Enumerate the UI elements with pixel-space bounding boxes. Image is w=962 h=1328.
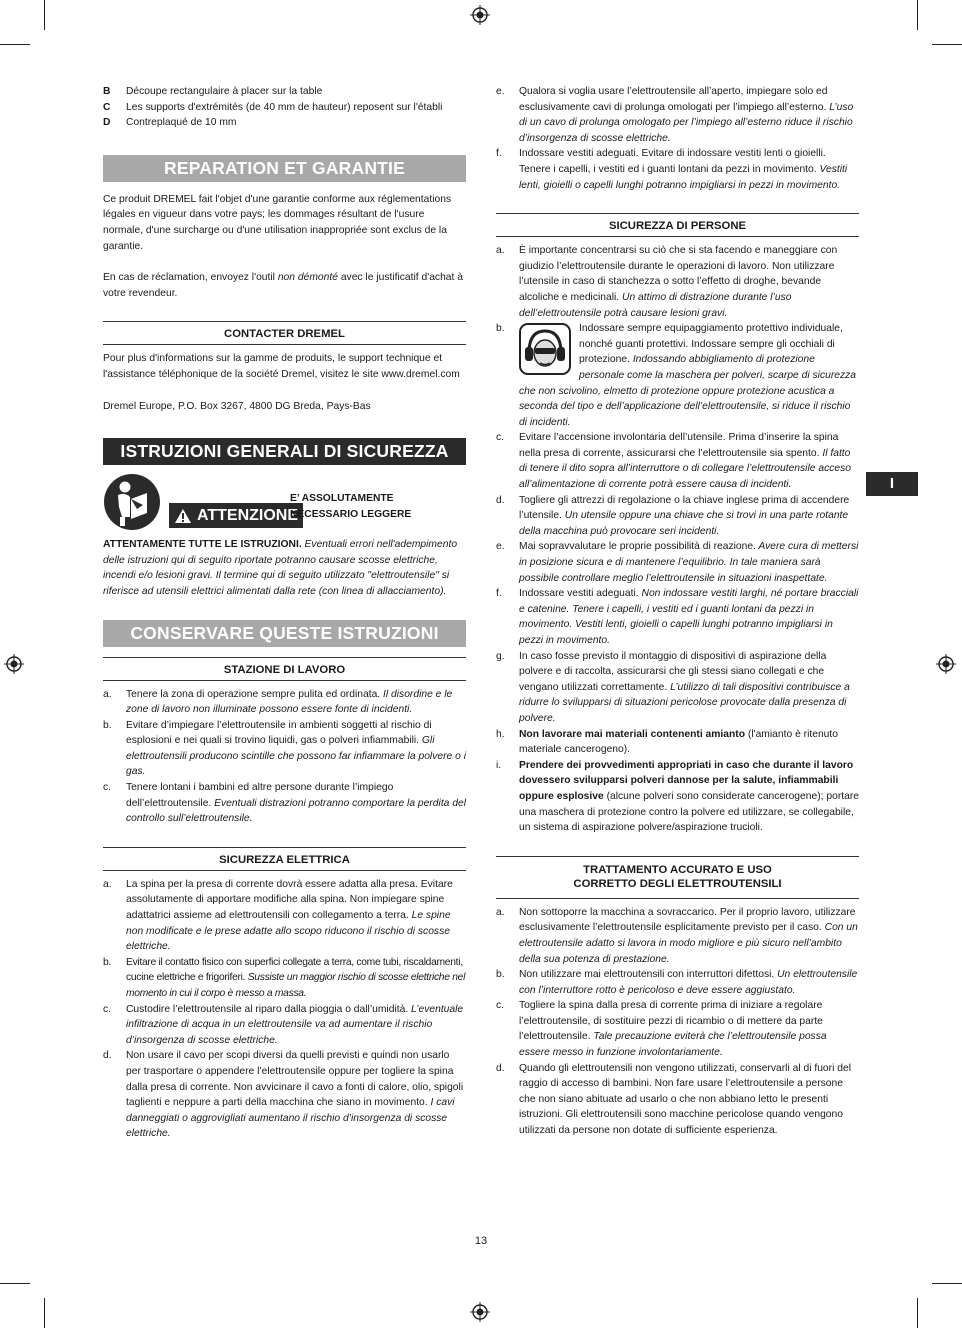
legend-list	[103, 84, 466, 131]
item-marker: c.	[103, 782, 112, 794]
item-marker: c.	[496, 432, 505, 444]
text-span: L’eventuale infiltrazione di acqua in un elettroutensile va ad aumentare il rischio d’insorgenza di scosse elettriche.	[126, 1003, 464, 1046]
subsection-title-trattamento	[496, 856, 859, 894]
crop-mark	[44, 0, 45, 30]
list-item	[103, 780, 466, 827]
item-marker: b.	[103, 956, 111, 968]
text-span: Tale precauzione eviterà che l’elettroutensile possa essere messo in funzione involontariamente.	[519, 1031, 827, 1059]
warning-headline	[290, 491, 411, 522]
crop-mark	[932, 44, 962, 45]
text-span: Indossare sempre equipaggiamento protettivo individuale, nonché guanti protettivi. Indossare sempre gli occhiali di protezione.	[579, 323, 843, 366]
contact-address: Dremel Europe, P.O. Box 3267, 4800 DG Breda, Pays-Bas	[103, 400, 371, 412]
item-text	[519, 586, 859, 648]
registration-mark-icon	[936, 654, 956, 674]
text-span: (alcune polveri sono considerate cancerogene); portare una maschera di protezione contro la polvere ed utilizzare, se collegabile, un sistema di aspirazione polvere/aspirazione trucioli.	[519, 790, 859, 834]
text-span: Indossando abbigliamento di protezione personale come la maschera per polveri, scarpe di sicurezza che non scivolino, elmetto di protezione oppure protezione acustica a seconda del tipo e dell’applicazione dell’elettroutensile, si riduce il rischio di incidenti.	[519, 354, 857, 428]
item-marker: f.	[496, 588, 502, 600]
text-span: Togliere gli attrezzi di regolazione o la chiave inglese prima di accendere l’utensile.	[519, 494, 850, 522]
item-marker: e.	[496, 541, 505, 553]
list-item	[496, 1061, 859, 1139]
text-span: Gli elettroutensili producono scintille che possono far infiammare la polvere o i gas.	[126, 735, 466, 778]
item-text	[519, 84, 859, 146]
list-item	[496, 321, 859, 430]
item-marker: h.	[496, 728, 505, 740]
subsection-title-line: TRATTAMENTO ACCURATO E USO	[583, 863, 772, 876]
elettrica-list	[103, 877, 466, 1142]
reparation-claim-paragraph	[103, 270, 466, 301]
text-span: Evitare d’impiegare l’elettroutensile in ambienti soggetti al rischio di esplosioni e nei quali si trovino liquidi, gas o polveri infiammabili.	[126, 719, 432, 747]
item-text	[126, 780, 466, 827]
text-span: Indossare vestiti adeguati. Evitare di indossare vestiti lenti o gioielli. Tenere i capelli, i vestiti ed i guanti lontani da pezzi in movimento.	[519, 148, 826, 175]
warning-headline-line: E’ ASSOLUTAMENTE	[290, 493, 394, 505]
text-span: La spina per la presa di corrente dovrà essere adatta alla presa. Evitare assolutamente di apportare modifiche alla spina. Non impiegare spine adattatrici assieme ad elettroutensili con collegamento a terra.	[126, 878, 453, 922]
list-item	[496, 539, 859, 586]
registration-mark-icon	[4, 654, 24, 674]
trattamento-list	[496, 905, 859, 1139]
item-marker: d.	[496, 1062, 505, 1074]
text-span: Il disordine e le zone di lavoro non illuminate possono essere fonte di incidenti.	[126, 688, 453, 716]
section-title-reparation: REPARATION ET GARANTIE	[103, 155, 466, 182]
item-text	[126, 687, 466, 718]
elettrica-list-continued	[496, 84, 859, 193]
text-span: È importante concentrarsi su ciò che si sta facendo e maneggiare con giudizio l’elettroutensile durante le operazioni di lavoro. Non utilizzare l’utensile in caso di stanchezza o sotto l’effetto di droghe, bevande alcoliche e medicinali.	[519, 245, 838, 303]
subsection-title-persone: SICUREZZA DI PERSONE	[496, 213, 859, 237]
text-span: Togliere la spina dalla presa di corrente prima di iniziare a regolare l’elettroutensile, di sostituire pezzi di ricambio o di mettere da parte l’elettroutensile.	[519, 1000, 823, 1043]
list-item	[496, 727, 859, 758]
text-span: avec le justificatif d'achat à votre revendeur.	[103, 272, 463, 299]
item-text	[519, 321, 859, 430]
text-span: Evitare il contatto fisico con superfici collegate a terra, come tubi, riscaldamenti, cucine elettriche e frigoriferi.	[126, 956, 463, 984]
text-span: Eventuali distrazioni potranno comportare la perdita del controllo sull’elettroutensile.	[126, 797, 467, 825]
list-item	[103, 1002, 466, 1049]
legend-key: D	[103, 117, 111, 129]
item-text	[519, 1061, 859, 1139]
text-span: Le spine non modificate e le prese adatte allo scopo riducono il rischio di scosse elettriche.	[126, 910, 451, 953]
text-span: Con un elettroutensile adatto si lavora in modo migliore e più sicuro nell’ambito della sua potenza di prestazione.	[519, 922, 858, 965]
text-span: Evitare l’accensione involontaria dell’utensile. Prima d’inserire la spina nella presa di corrente, assicurarsi che l’elettroutensile sia spento.	[519, 432, 839, 459]
right-column	[496, 84, 859, 1139]
list-item	[496, 998, 859, 1060]
text-span: non démonté	[277, 272, 338, 284]
section-title-istruzioni: ISTRUZIONI GENERALI DI SICUREZZA	[103, 438, 466, 465]
language-tab: I	[866, 472, 918, 496]
text-span: Non usare il cavo per scopi diversi da quelli previsti e quindi non usarlo per trasportare o appendere l’elettroutensile oppure per togliere la spina dalla presa di corrente. Non avvicinare il cavo a fonti di calore, olio, spigoli taglienti e neppure a parti della macchina che siano in movimento.	[126, 1050, 464, 1109]
text-span: ATTENTAMENTE TUTTE LE ISTRUZIONI.	[103, 539, 302, 551]
eye-ear-protection-icon	[519, 323, 571, 375]
warning-block	[103, 473, 466, 537]
item-text	[519, 430, 859, 492]
list-item	[103, 877, 466, 955]
list-item	[496, 146, 859, 193]
item-marker: i.	[496, 759, 502, 771]
item-text	[126, 1002, 466, 1049]
item-marker: c.	[103, 1003, 112, 1015]
crop-mark	[917, 1298, 918, 1328]
persone-list	[496, 243, 859, 836]
subsection-title-contact: CONTACTER DREMEL	[103, 321, 466, 345]
list-item	[103, 687, 466, 718]
item-text	[519, 758, 859, 836]
subsection-title-elettrica: SICUREZZA ELETTRICA	[103, 847, 466, 871]
list-item	[103, 1048, 466, 1142]
item-marker: b.	[103, 719, 112, 731]
item-marker: c.	[496, 1000, 505, 1012]
legend-text: Découpe rectangulaire à placer sur la table	[126, 86, 323, 97]
text-span: I cavi danneggiati o aggrovigliati aumentano il rischio d’insorgenza di scosse elettriche.	[126, 1097, 455, 1140]
text-span: Custodire l’elettroutensile al riparo dalla pioggia o dall’umidità.	[126, 1003, 409, 1015]
item-text	[519, 727, 859, 758]
crop-mark	[917, 0, 918, 30]
item-text	[126, 877, 466, 955]
warning-icon	[174, 508, 192, 524]
text-span: Tenere la zona di operazione sempre pulita ed ordinata.	[126, 688, 381, 700]
text-span: Non utilizzare mai elettroutensili con interruttori difettosi.	[519, 969, 775, 981]
item-text	[126, 955, 466, 1002]
text-span: Un attimo di distrazione durante l’uso dell’elettroutensile potrà causare lesioni gravi.	[519, 291, 792, 319]
read-manual-icon	[103, 473, 161, 531]
text-span: Indossare vestiti adeguati.	[519, 588, 639, 600]
text-span: Avere cura di mettersi in posizione sicura e di mantenere l’equilibrio. In tale maniera sarà possibile controllare meglio l’elettroutensile in situazioni inaspettate.	[519, 541, 859, 584]
text-span: Mai sopravvalutare le proprie possibilità di reazione.	[519, 541, 756, 553]
list-item	[103, 718, 466, 780]
text-span: Il fatto di tenere il dito sopra all’interruttore o di collegare l’elettroutensile acceso all’alimentazione di corrente potrà essere causa di incidenti.	[519, 447, 851, 491]
item-text	[126, 718, 466, 780]
text-span: Eventuali errori nell'adempimento delle istruzioni qui di seguito riportate potranno causare scosse elettriche, incendi e/o lesioni gravi. Il termine qui di seguito utilizzato "elettroutensile" si riferisce ad utensili elettrici alimentati dalla rete (con linea di allacciamento).	[103, 539, 458, 597]
text-span: Non lavorare mai materiali contenenti amianto	[519, 728, 746, 740]
list-item	[103, 955, 466, 1002]
text-span: Un elettroutensile con l’interruttore rotto è pericoloso e deve essere aggiustato.	[519, 969, 858, 996]
item-marker: b.	[496, 323, 505, 335]
text-span: Qualora si voglia usare l’elettroutensile all’aperto, impiegare solo ed esclusivamente cavi di prolunga omologati per l’impiego all’esterno.	[519, 86, 828, 113]
legend-key: C	[103, 101, 111, 113]
text-span: Prendere dei provvedimenti appropriati in caso che durante il lavoro dovessero svilupparsi polveri dannose per la salute, infiammabili oppure esplosive	[519, 759, 854, 802]
attention-badge	[169, 503, 303, 528]
subsection-title-stazione: STAZIONE DI LAVORO	[103, 657, 466, 681]
list-item	[496, 967, 859, 998]
item-text	[519, 539, 859, 586]
legend-item	[103, 100, 466, 116]
text-span: L’utilizzo di tali dispositivi contribuisce a ridurre lo svilupparsi di situazioni pericolose provocate dalla presenza di polvere.	[519, 681, 850, 724]
item-marker: b.	[496, 969, 505, 981]
item-text	[519, 649, 859, 727]
item-text	[519, 998, 859, 1060]
text-span: Sussiste un maggior rischio di scosse elettriche nel momento in cui il corpo è messo a massa.	[126, 972, 466, 999]
text-span: Vestiti lenti, gioielli o capelli lunghi potranno impigliarsi in pezzi in movimento.	[519, 163, 848, 191]
crop-mark	[0, 1283, 30, 1284]
item-marker: g.	[496, 650, 505, 662]
section-title-conservare: CONSERVARE QUESTE ISTRUZIONI	[103, 620, 466, 647]
warning-paragraph	[103, 537, 466, 599]
item-marker: e.	[496, 86, 505, 97]
page-number: 13	[474, 1235, 488, 1247]
item-marker: a.	[496, 245, 505, 257]
text-span: Non indossare vestiti larghi, né portare bracciali e catenine. Tenere i capelli, i vestiti ed i guanti lontani da pezzi in movimento. Vestiti lenti, gioielli o capelli lunghi potranno impigliarsi in pezzi in movimento.	[519, 588, 859, 646]
item-marker: a.	[103, 688, 112, 700]
text-span: Non sottoporre la macchina a sovraccarico. Per il proprio lavoro, utilizzare esclusivamente l’elettroutensile esplicitamente previsto per il caso.	[519, 906, 856, 934]
legend-text: Les supports d'extrémités (de 40 mm de hauteur) reposent sur l'établi	[126, 101, 443, 113]
list-item	[496, 758, 859, 836]
text-span: En cas de réclamation, envoyez l'outil	[103, 272, 278, 284]
item-text	[519, 243, 859, 321]
registration-mark-icon	[470, 1302, 490, 1322]
contact-paragraph: Pour plus d'informations sur la gamme de produits, le support technique et l'assistance téléphonique de la société Dremel, visitez le site www.dremel.com	[103, 353, 460, 380]
list-item	[496, 493, 859, 540]
text-span: (l'amianto è ritenuto materiale cancerogeno).	[519, 728, 838, 756]
item-text	[519, 146, 859, 193]
list-item	[496, 243, 859, 321]
text-span: L’uso di un cavo di prolunga omologato per l’impiego all’esterno riduce il rischio d’insorgenza di scosse elettriche.	[519, 101, 854, 144]
crop-mark	[0, 44, 30, 45]
divider	[496, 898, 859, 899]
list-item	[496, 905, 859, 967]
subsection-title-line: CORRETTO DEGLI ELETTROUTENSILI	[573, 877, 782, 890]
reparation-paragraph: Ce produit DREMEL fait l'objet d'une garantie conforme aux réglementations légales en vigueur dans votre pays; les dommages résultant de l'usure normale, d'une surcharge ou d'une utilisation inappropriée sont exclus de la garantie.	[103, 193, 452, 252]
item-marker: d.	[103, 1050, 112, 1062]
text-span: Quando gli elettroutensili non vengono utilizzati, conservarli al di fuori del raggio di accesso di bambini. Non fare usare l’elettroutensile a persone che non siano abituate ad usarlo o che non abbiano letto le presenti istruzioni. Gli elettroutensili sono macchine pericolose quando vengono utilizzati da persone non dotate di sufficiente esperienza.	[519, 1062, 851, 1137]
list-item	[496, 649, 859, 727]
text-span: In caso fosse previsto il montaggio di dispositivi di aspirazione della polvere e di raccolta, assicurarsi che gli stessi siano collegati e che vengano utilizzati correttamente.	[519, 650, 827, 693]
legend-item	[103, 115, 466, 131]
text-span: Tenere lontani i bambini ed altre persone durante l’impiego dell’elettroutensile.	[126, 782, 394, 809]
item-text	[126, 1048, 466, 1142]
warning-headline-line: NECESSARIO LEGGERE	[290, 508, 412, 520]
item-text	[519, 967, 859, 998]
legend-key: B	[103, 86, 111, 97]
legend-text: Contreplaqué de 10 mm	[126, 117, 237, 129]
item-marker: a.	[496, 906, 505, 918]
legend-item	[103, 84, 466, 100]
left-column	[103, 84, 466, 1142]
item-text	[519, 493, 859, 540]
attention-label: ATTENZIONE	[197, 507, 299, 525]
item-marker: f.	[496, 148, 502, 160]
item-text	[519, 905, 859, 967]
crop-mark	[932, 1283, 962, 1284]
item-marker: a.	[103, 878, 112, 890]
list-item	[496, 430, 859, 492]
crop-mark	[44, 1298, 45, 1328]
list-item	[496, 84, 859, 146]
registration-mark-icon	[470, 5, 490, 25]
stazione-list	[103, 687, 466, 827]
list-item	[496, 586, 859, 648]
text-span: Un utensile oppure una chiave che si trovi in una parte rotante della macchina può provocare seri incidenti.	[519, 510, 849, 537]
item-marker: d.	[496, 494, 505, 506]
